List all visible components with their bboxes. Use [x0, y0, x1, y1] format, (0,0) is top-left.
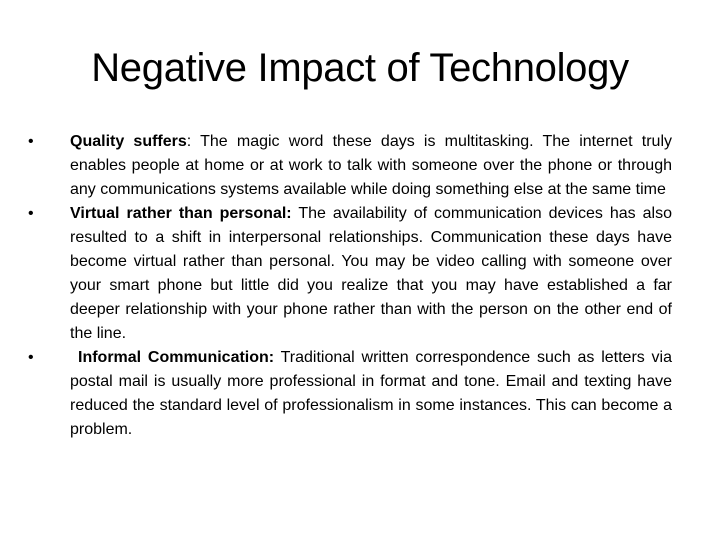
bullet-dot-icon: •: [28, 133, 34, 150]
slide-title: Negative Impact of Technology: [91, 46, 629, 90]
bullet-text: Traditional written correspondence such as letters via postal mail is usually more professional in format and tone. Email and texting have reduced the standard level of professionalism in some instances. This can become a problem.: [70, 349, 673, 438]
bullet-item-quality-suffers: [28, 130, 672, 202]
bullet-lead: Informal Communication:: [78, 349, 275, 366]
bullet-separator: :: [186, 133, 201, 150]
bullet-list: [28, 130, 672, 442]
bullet-lead: Quality suffers: [70, 133, 187, 150]
bullet-item-informal-communication: [28, 346, 672, 442]
bullet-lead: Virtual rather than personal:: [70, 205, 292, 222]
bullet-dot-icon: •: [28, 205, 34, 222]
bullet-item-virtual-rather-than-personal: [28, 202, 672, 346]
bullet-dot-icon: •: [28, 349, 34, 366]
bullet-text: The availability of communication devices has also resulted to a shift in interpersonal relationships. Communication these days have become virtual rather than personal. You may be video calling with someone over your smart phone but little did you realize that you may have established a far deeper relationship with your phone rather than with the person on the other end of the line.: [70, 205, 672, 342]
bullet-text: The magic word these days is multitasking. The internet truly enables people at home or at work to talk with someone over the phone or through any communications systems available while doing something else at the same time: [70, 133, 672, 198]
